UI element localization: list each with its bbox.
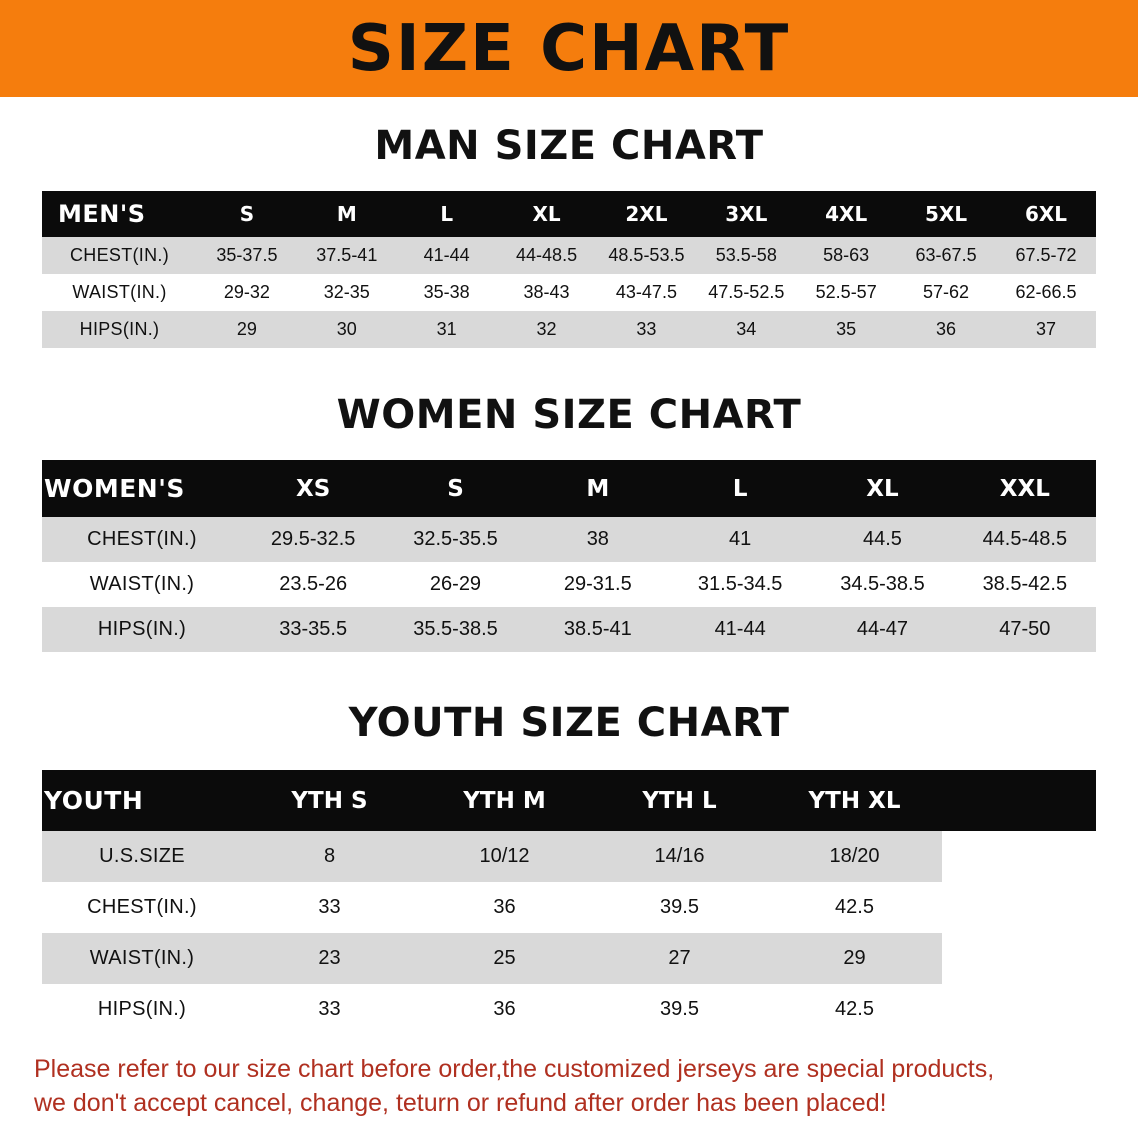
- page-title: SIZE CHART: [347, 11, 791, 86]
- table-cell: 29-31.5: [527, 562, 669, 607]
- column-header: M: [297, 191, 397, 237]
- table-cell: 26-29: [384, 562, 526, 607]
- table-cell: 33: [597, 311, 697, 348]
- table-cell: 34.5-38.5: [811, 562, 953, 607]
- table-cell: 37: [996, 311, 1096, 348]
- table-cell: 47.5-52.5: [696, 274, 796, 311]
- table-cell: 31: [397, 311, 497, 348]
- column-header: L: [669, 460, 811, 517]
- table-cell: 36: [417, 984, 592, 1035]
- table-cell: 38: [527, 517, 669, 562]
- column-header: YTH L: [592, 770, 767, 831]
- table-cell: 35-37.5: [197, 237, 297, 274]
- column-header: YTH M: [417, 770, 592, 831]
- man-section-title: MAN SIZE CHART: [374, 123, 764, 169]
- table-header-row: [42, 460, 1096, 517]
- table-cell: 42.5: [767, 984, 942, 1035]
- column-header: WOMEN'S: [42, 460, 242, 517]
- row-label: HIPS(IN.): [42, 607, 242, 652]
- column-header: S: [384, 460, 526, 517]
- table-cell: 58-63: [796, 237, 896, 274]
- row-label: HIPS(IN.): [42, 984, 242, 1035]
- table-cell: 37.5-41: [297, 237, 397, 274]
- column-header: 5XL: [896, 191, 996, 237]
- table-cell: 18/20: [767, 831, 942, 882]
- row-label: CHEST(IN.): [42, 237, 197, 274]
- table-cell: 8: [242, 831, 417, 882]
- footer-note-line-2: we don't accept cancel, change, teturn or refund after order has been placed!: [34, 1088, 887, 1117]
- table-cell-empty: [942, 984, 1096, 1035]
- table-row: [42, 933, 1096, 984]
- table-cell: 67.5-72: [996, 237, 1096, 274]
- table-cell: 44.5: [811, 517, 953, 562]
- women-size-table-wrapper: [42, 460, 1096, 652]
- table-cell: 36: [896, 311, 996, 348]
- table-cell: 35: [796, 311, 896, 348]
- table-cell: 43-47.5: [597, 274, 697, 311]
- row-label: CHEST(IN.): [42, 517, 242, 562]
- table-cell: 29.5-32.5: [242, 517, 384, 562]
- table-cell: 33-35.5: [242, 607, 384, 652]
- footer-note: [34, 1053, 1104, 1121]
- column-header: MEN'S: [42, 191, 197, 237]
- table-cell: 10/12: [417, 831, 592, 882]
- table-cell: 62-66.5: [996, 274, 1096, 311]
- man-size-table: [42, 191, 1096, 348]
- row-label: WAIST(IN.): [42, 562, 242, 607]
- column-header: S: [197, 191, 297, 237]
- table-cell: 38.5-42.5: [954, 562, 1096, 607]
- table-cell: 44-47: [811, 607, 953, 652]
- column-header: 6XL: [996, 191, 1096, 237]
- table-cell: 53.5-58: [696, 237, 796, 274]
- column-header: 3XL: [696, 191, 796, 237]
- table-cell: 63-67.5: [896, 237, 996, 274]
- table-row: [42, 882, 1096, 933]
- row-label: U.S.SIZE: [42, 831, 242, 882]
- column-header: XXL: [954, 460, 1096, 517]
- table-cell: 14/16: [592, 831, 767, 882]
- column-header: 4XL: [796, 191, 896, 237]
- table-cell: 33: [242, 882, 417, 933]
- table-cell: 44.5-48.5: [954, 517, 1096, 562]
- table-cell: 31.5-34.5: [669, 562, 811, 607]
- table-cell: 30: [297, 311, 397, 348]
- table-header-row: [42, 770, 1096, 831]
- table-cell-empty: [942, 933, 1096, 984]
- table-row: [42, 237, 1096, 274]
- column-header: XL: [497, 191, 597, 237]
- table-cell: 25: [417, 933, 592, 984]
- table-cell: 41-44: [397, 237, 497, 274]
- table-cell: 23.5-26: [242, 562, 384, 607]
- column-header: YTH XL: [767, 770, 942, 831]
- table-cell: 32-35: [297, 274, 397, 311]
- row-label: CHEST(IN.): [42, 882, 242, 933]
- table-cell: 38-43: [497, 274, 597, 311]
- table-cell: 32.5-35.5: [384, 517, 526, 562]
- table-cell: 38.5-41: [527, 607, 669, 652]
- table-cell: 44-48.5: [497, 237, 597, 274]
- table-cell: 29: [197, 311, 297, 348]
- table-cell: 36: [417, 882, 592, 933]
- table-row: [42, 562, 1096, 607]
- table-cell: 42.5: [767, 882, 942, 933]
- table-cell: 41: [669, 517, 811, 562]
- man-size-table-wrapper: [42, 191, 1096, 348]
- table-cell: 57-62: [896, 274, 996, 311]
- table-cell: 47-50: [954, 607, 1096, 652]
- table-row: [42, 274, 1096, 311]
- column-header: 2XL: [597, 191, 697, 237]
- table-row: [42, 517, 1096, 562]
- table-cell: 35-38: [397, 274, 497, 311]
- table-cell: 39.5: [592, 882, 767, 933]
- table-cell: 41-44: [669, 607, 811, 652]
- footer-note-line-1: Please refer to our size chart before order,the customized jerseys are special products,: [34, 1055, 995, 1083]
- youth-size-table: [42, 770, 1096, 1035]
- column-header: M: [527, 460, 669, 517]
- column-header: L: [397, 191, 497, 237]
- table-cell: 23: [242, 933, 417, 984]
- banner: [0, 0, 1138, 97]
- column-header: XL: [811, 460, 953, 517]
- table-row: [42, 311, 1096, 348]
- row-label: WAIST(IN.): [42, 933, 242, 984]
- table-cell: 29: [767, 933, 942, 984]
- table-cell: 27: [592, 933, 767, 984]
- table-cell-empty: [942, 831, 1096, 882]
- row-label: WAIST(IN.): [42, 274, 197, 311]
- table-cell: 32: [497, 311, 597, 348]
- table-row: [42, 607, 1096, 652]
- column-header: YOUTH: [42, 770, 242, 831]
- table-row: [42, 984, 1096, 1035]
- table-cell: 29-32: [197, 274, 297, 311]
- youth-section-title: YOUTH SIZE CHART: [348, 700, 790, 746]
- table-row: [42, 831, 1096, 882]
- column-header: XS: [242, 460, 384, 517]
- women-size-table: [42, 460, 1096, 652]
- row-label: HIPS(IN.): [42, 311, 197, 348]
- table-cell: 48.5-53.5: [597, 237, 697, 274]
- table-cell: 35.5-38.5: [384, 607, 526, 652]
- table-cell: 34: [696, 311, 796, 348]
- table-cell-empty: [942, 882, 1096, 933]
- women-section-title: WOMEN SIZE CHART: [336, 392, 802, 438]
- column-header: YTH S: [242, 770, 417, 831]
- youth-size-table-wrapper: [42, 770, 1096, 1035]
- table-cell: 52.5-57: [796, 274, 896, 311]
- column-header-empty: [942, 770, 1096, 831]
- table-cell: 33: [242, 984, 417, 1035]
- table-cell: 39.5: [592, 984, 767, 1035]
- table-header-row: [42, 191, 1096, 237]
